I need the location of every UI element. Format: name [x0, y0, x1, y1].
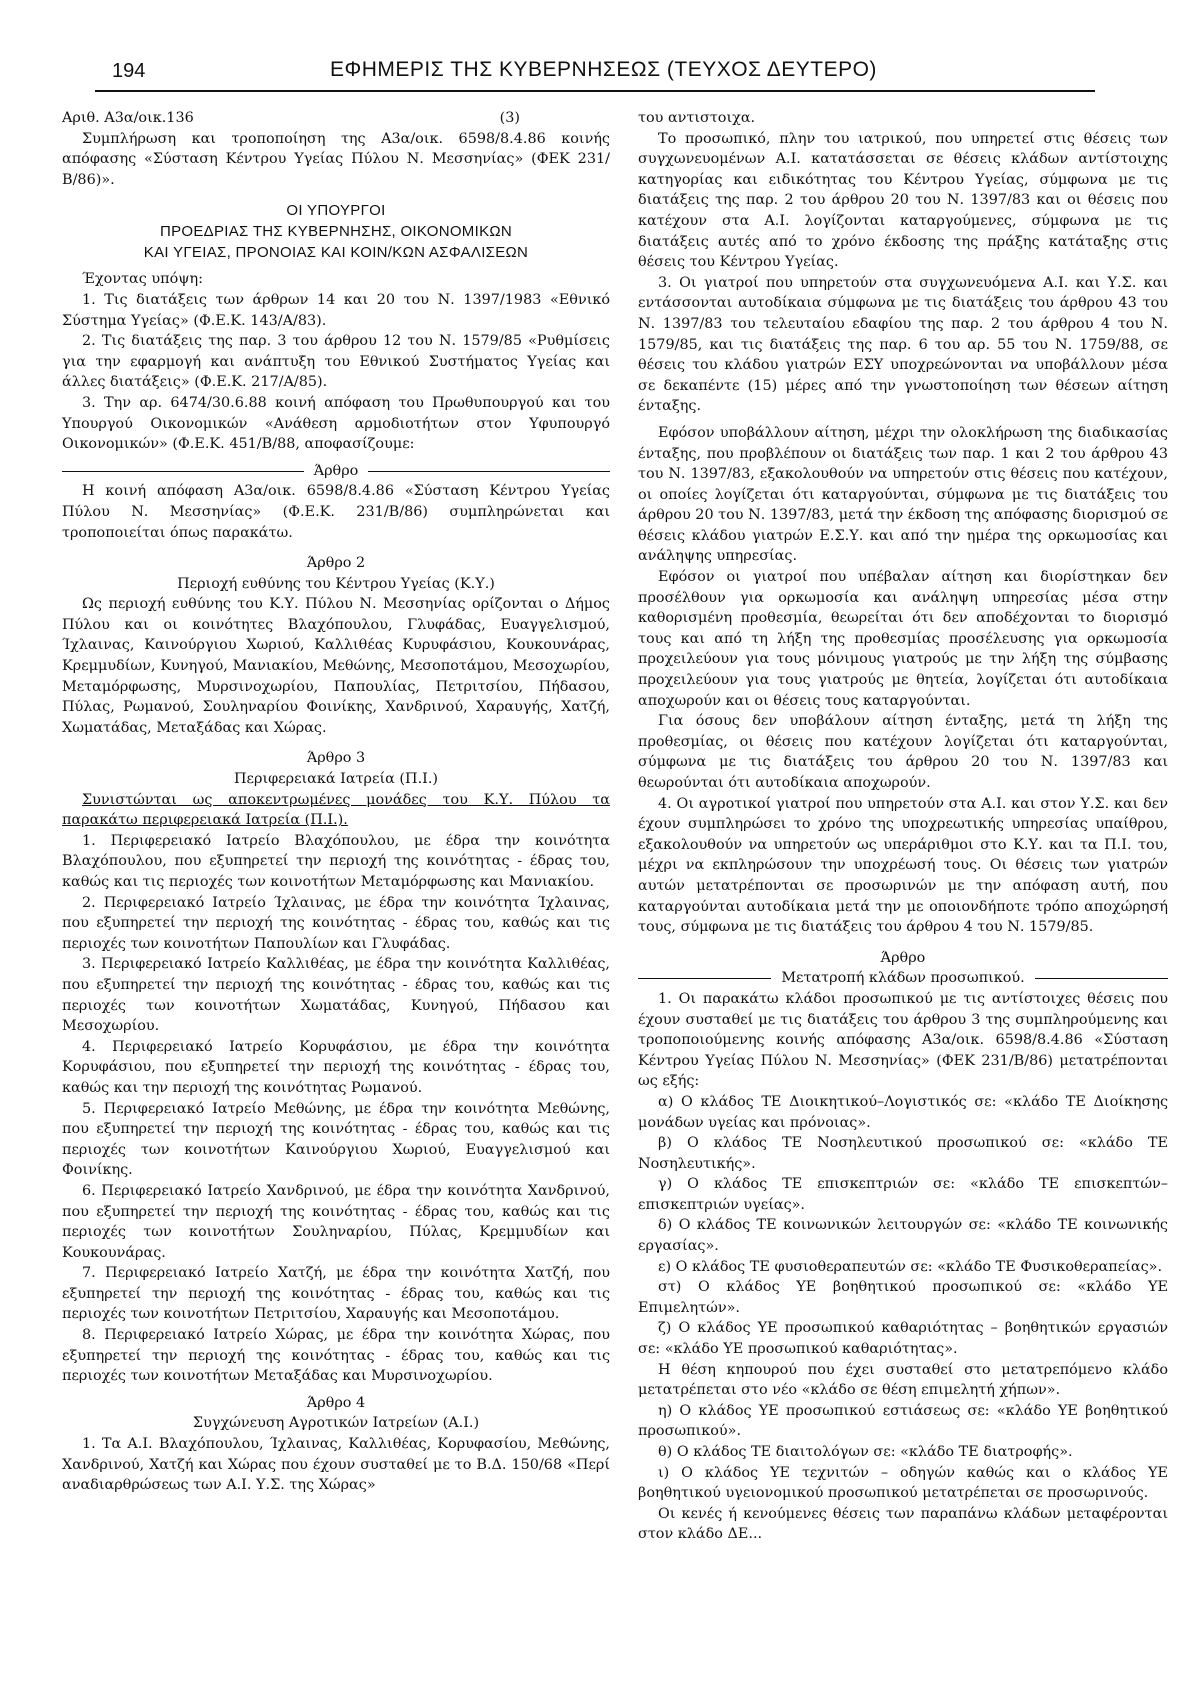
- clinic-6: 6. Περιφερειακό Ιατρείο Χανδρινού, με έδρα την κοινότητα Χανδρινού, που εξυπηρετεί την περιοχή της κοινότητας - έδρας του, καθώς και τις περιοχές των κοινοτήτων Σουληναρίου, Πύλας, Κρεμμυδίων και Κουκουνάρας.: [62, 1182, 610, 1261]
- ministers-heading-1: ΟΙ ΥΠΟΥΡΓΟΙ: [286, 202, 386, 220]
- right-column: [638, 108, 1168, 1545]
- divider: [1035, 978, 1168, 979]
- branch-g: γ) Ο κλάδος ΤΕ επισκεπτριών σε: «κλάδο ΤΕ επισκεπτών–επισκεπτριών υγείας».: [638, 1176, 1168, 1213]
- branch-eta: η) Ο κλάδος ΥΕ προσωπικού εστιάσεως σε: «κλάδο ΥΕ βοηθητικού προσωπικού».: [638, 1402, 1168, 1440]
- clinic-7: 7. Περιφερειακό Ιατρείο Χατζή, με έδρα την κοινότητα Χατζή, που εξυπηρετεί την περιοχή της κοινότητας - έδρας του, καθώς και τις περιοχές των κοινοτήτων Πετριτσίου, Χαραυγής και Μεσοποτάμου.: [62, 1265, 610, 1323]
- article-1-heading: Άρθρο: [313, 462, 359, 479]
- left-column: [62, 108, 610, 1496]
- page-header: [0, 0, 1189, 92]
- clinic-1: 1. Περιφερειακό Ιατρείο Βλαχόπουλου, με έδρα την κοινότητα Βλαχόπουλου, που εξυπηρετεί την περιοχή της κοινότητας - έδρας του, καθώς και τις περιοχές των κοινοτήτων Μεταμόρφωσης και Μανιακίου.: [62, 832, 610, 890]
- branch-a: α) Ο κλάδος ΤΕ Διοικητικού–Λογιστικός σε: «κλάδο ΤΕ Διοίκησης μονάδων υγείας και πρόνοιας».: [638, 1093, 1168, 1131]
- article-3-intro: Συνιστώνται ως αποκεντρωμένες μονάδες του Κ.Υ. Πύλου τα παρακάτω περιφερειακά Ιατρεία (Π.Ι.).: [62, 791, 610, 829]
- clinic-2: 2. Περιφερειακό Ιατρείο Ίχλαινας, με έδρα την κοινότητα Ίχλαινας, που εξυπηρετεί την περιοχή της κοινότητας - έδρας του, καθώς και τις περιοχές των κοινοτήτων Παπουλίων και Γλυφάδας.: [62, 894, 610, 952]
- clinic-5: 5. Περιφερειακό Ιατρείο Μεθώνης, με έδρα την κοινότητα Μεθώνης, που εξυπηρετεί την περιοχή της κοινότητας - έδρας του, καθώς και τις περιοχές των κοινοτήτων Καινούργιου Χωριού, Ευαγγελισμού και Φοινίκης.: [62, 1100, 610, 1179]
- branch-st: στ) Ο κλάδος ΥΕ βοηθητικού προσωπικού σε: «κλάδο ΥΕ Επιμελητών».: [638, 1279, 1168, 1316]
- article-4-title: Συγχώνευση Αγροτικών Ιατρείων (Α.Ι.): [192, 1415, 480, 1432]
- article-5-title: Μετατροπή κλάδων προσωπικού.: [781, 970, 1025, 987]
- header-rule: [95, 90, 1095, 92]
- continued-text: του αντιστοιχα.: [638, 110, 756, 126]
- article-5-heading: Άρθρο: [880, 949, 926, 966]
- article-1-text: Η κοινή απόφαση Α3α/οικ. 6598/8.4.86 «Σύσταση Κέντρου Υγείας Πύλου Ν. Μεσσηνίας» (Φ.Ε.Κ. 231/Β/86) συμπληρώνεται και τροποποιείται όπως παρακάτω.: [62, 483, 610, 541]
- clinic-4: 4. Περιφερειακό Ιατρείο Κορυφάσιου, με έδρα την κοινότητα Κορυφάσιου, που εξυπηρετεί την περιοχή της κοινότητας - έδρας του, καθώς και την περιοχή της κοινότητας Ρωμανού.: [62, 1038, 610, 1096]
- para-4: 4. Οι αγροτικοί γιατροί που υπηρετούν στα Α.Ι. και στον Υ.Σ. και δεν έχουν συμπληρώσει το χρόνο της υποχρεωτικής υπηρεσίας υπαίθρου, εξακολουθούν να υπηρετούν ως υπεράριθμοι στο Κ.Υ. και τα Π.Ι. του, μέχρι να εκπληρώσουν την υποχρέωσή τους. Οι θέσεις των γιατρών αυτών μετατρέπονται σε προσωρινών με την απόφαση αυτή, που καταργούνται αυτοδίκαια μετά την με οποιονδήποτε τρόπο αποχώρησή τους, σύμφωνα με τις διατάξεις του άρθρου 4 του Ν. 1579/85.: [638, 795, 1168, 936]
- article-4-text: 1. Τα Α.Ι. Βλαχόπουλου, Ίχλαινας, Καλλιθέας, Κορυφασίου, Μεθώνης, Χανδρινού, Χατζή και Χώρας που έχουν συσταθεί με το Β.Δ. 150/68 «Περί αναδιαρθρώσεως των Α.Ι. Υ.Σ. της Χώρας»: [62, 1436, 610, 1494]
- decision-ref: Αριθ. Α3α/οικ.136: [62, 110, 194, 126]
- article-5-title-row: [638, 968, 1168, 989]
- branch-z: ζ) Ο κλάδος ΥΕ προσωπικού καθαριότητας – βοηθητικών εργασιών σε: «κλάδο ΥΕ προσωπικού καθαριότητας».: [638, 1320, 1168, 1358]
- divider: [62, 471, 304, 472]
- divider: [638, 978, 771, 979]
- article-3-heading: Άρθρο 3: [306, 750, 366, 767]
- clinic-3: 3. Περιφερειακό Ιατρείο Καλλιθέας, με έδρα την κοινότητα Καλλιθέας, που εξυπηρετεί την περιοχή της κοινότητας - έδρας του, καθώς και τις περιοχές των κοινοτήτων Χωματάδας, Κυνηγού, Πήδασου και Μεσοχωρίου.: [62, 956, 610, 1035]
- ministers-heading-2: ΠΡΟΕΔΡΙΑΣ ΤΗΣ ΚΥΒΕΡΝΗΣΗΣ, ΟΙΚΟΝΟΜΙΚΩΝ: [159, 223, 513, 241]
- gardener-note: Η θέση κηπουρού που έχει συσταθεί στο μετατρεπόμενο κλάδο μετατρέπεται στο νέο «κλάδο σε θέση επιμελητή χήπων».: [638, 1361, 1168, 1399]
- divider: [368, 471, 610, 472]
- para-conversion: 1. Οι παρακάτω κλάδοι προσωπικού με τις αντίστοιχες θέσεις που έχουν συσταθεί με τις διατάξεις του άρθρου 3 της συμπληρούμενης και τροποποιούμενης κοινής απόφασης Α3α/οικ. 6598/8.4.86 «Σύσταση Κέντρου Υγείας Πύλου Ν. Μεσσηνίας» (ΦΕΚ 231/Β/86) μετατρέπονται ως εξής:: [638, 990, 1168, 1090]
- vacancies-note: Οι κενές ή κενούμενες θέσεις των παραπάνω κλάδων μεταφέρονται στον κλάδο ΔΕ...: [638, 1505, 1168, 1543]
- article-4-heading: Άρθρο 4: [306, 1394, 366, 1411]
- branch-e: ε) Ο κλάδος ΤΕ φυσιοθεραπευτών σε: «κλάδο ΤΕ Φυσικοθεραπείας».: [658, 1258, 1163, 1275]
- ministers-heading-3: ΚΑΙ ΥΓΕΙΑΣ, ΠΡΟΝΟΙΑΣ ΚΑΙ ΚΟΙΝ/ΚΩΝ ΑΣΦΑΛΙΣΕΩΝ: [143, 244, 529, 262]
- consideration-3: 3. Την αρ. 6474/30.6.88 κοινή απόφαση του Πρωθυπουργού και του Υπουργού Οικονομικών «Ανάθεση αρμοδιοτήτων στον Υφυπουργό Οικονομικών» (Φ.Ε.Κ. 451/Β/88, αποφασίζουμε:: [62, 394, 610, 453]
- para-3: 3. Οι γιατροί που υπηρετούν στα συγχωνευόμενα Α.Ι. και Υ.Σ. και εντάσσονται αυτοδίκαια σύμφωνα με τις διατάξεις του άρθρου 43 του Ν. 1397/83 του τελευταίου εδαφίου της παρ. 2 του άρθρου 4 του Ν. 1579/85, και τις διατάξεις της παρ. 6 του αρ. 55 του Ν. 1759/88, σε θέσεις του κλάδου γιατρών ΕΣΥ υποχρεώνονται να υποβάλλουν μέσα σε δεκαπέντε (15) μέρες από την γνωστοποίηση των θέσεων αίτηση ένταξης.: [638, 274, 1168, 415]
- consideration-2: 2. Τις διατάξεις της παρ. 3 του άρθρου 12 του Ν. 1579/85 «Ρυθμίσεις για την εφαρμογή και ανάπτυξη του Εθνικού Συστήματος Υγείας και άλλες διατάξεις» (Φ.Ε.Κ. 217/Α/85).: [62, 333, 610, 391]
- branch-d: δ) Ο κλάδος ΤΕ κοινωνικών λειτουργών σε: «κλάδο ΤΕ κοινωνικής εργασίας».: [638, 1217, 1168, 1255]
- having-in-mind: Έχοντας υπόψη:: [82, 271, 204, 288]
- gazette-title: ΕΦΗΜΕΡΙΣ ΤΗΣ ΚΥΒΕΡΝΗΣΕΩΣ (ΤΕΥΧΟΣ ΔΕΥΤΕΡΟ): [330, 58, 877, 81]
- para-no-application: Για όσους δεν υποβάλουν αίτηση ένταξης, μετά τη λήξη της προθεσμίας, οι θέσεις που κατέχουν λογίζεται ότι καταργούνται, σύμφωνα με τις διατάξεις του άρθρου 20 του Ν. 1397/83 και θεωρούνται ότι αυτοδίκαια αποχωρούν.: [638, 713, 1168, 791]
- article-2-heading: Άρθρο 2: [306, 555, 366, 572]
- para-no-show: Εφόσον οι γιατροί που υπέβαλαν αίτηση και διορίστηκαν δεν προσέλθουν για ορκωμοσία και ανάληψη υπηρεσίας μέσα στην καθορισμένη προθεσμία, θεωρείται ότι δεν αποδέχονται το διορισμό τους και από τη λήξη της προθεσμίας προσέλευσης για ορκωμοσία προχειλεύουν για τους μόνιμους γιατρούς με την λήξη της σύμβασης προχειλεύουν για τους γιατρούς με θητεία, λογίζεται ότι αυτοδίκαια αποχωρούν και οι θέσεις τους καταργούνται.: [638, 569, 1168, 709]
- page-number: 194: [112, 60, 146, 82]
- article-3-title: Περιφερειακά Ιατρεία (Π.Ι.): [233, 771, 439, 788]
- branch-i: ι) Ο κλάδος ΥΕ τεχνιτών – οδηγών καθώς και ο κλάδος ΥΕ βοηθητικού υγειονομικού προσωπικού μετατρέπεται σε προσωρινούς.: [638, 1464, 1168, 1502]
- decision-intro: Συμπλήρωση και τροποποίηση της Α3α/οικ. 6598/8.4.86 κοινής απόφασης «Σύσταση Κέντρου Υγείας Πύλου Ν. Μεσσηνίας» (ΦΕΚ 231/Β/86)».: [62, 130, 610, 188]
- decision-number: (3): [499, 110, 520, 126]
- branch-th: θ) Ο κλάδος ΤΕ διαιτολόγων σε: «κλάδο ΤΕ διατροφής».: [658, 1444, 1073, 1460]
- branch-b: β) Ο κλάδος ΤΕ Νοσηλευτικού προσωπικού σε: «κλάδο ΤΕ Νοσηλευτικής».: [638, 1135, 1168, 1172]
- para-submission: Εφόσον υποβάλλουν αίτηση, μέχρι την ολοκλήρωση της διαδικασίας ένταξης, που προβλέπουν οι διατάξεις των παρ. 1 και 2 του άρθρου 43 του Ν. 1397/83, εξακολουθούν να υπηρετούν στις θέσεις που κατέχουν, οι οποίες λογίζεται ότι καταργούνται, σύμφωνα με τις διατάξεις του άρθρου 20 του Ν. 1397/83, μετά την έκδοση της απόφασης διορισμού σε θέσεις κλάδου γιατρών Ε.Σ.Υ. και από την ημέρα της ορκωμοσίας και ανάληψης υπηρεσίας.: [638, 424, 1169, 565]
- article-1-heading-row: [62, 461, 610, 482]
- consideration-1: 1. Τις διατάξεις των άρθρων 14 και 20 του Ν. 1397/1983 «Εθνικό Σύστημα Υγείας» (Φ.Ε.Κ. 143/Α/83).: [62, 291, 610, 329]
- para-staff: Το προσωπικό, πλην του ιατρικού, που υπηρετεί στις θέσεις των συγχωνευομένων Α.Ι. κατατάσσεται σε θέσεις κλάδων αντίστοιχης κατηγορίας και ειδικότητας του Κέντρου Υγείας, σύμφωνα με τις διατάξεις της παρ. 2 του άρθρου 20 του Ν. 1397/83 και οι θέσεις που κατέχουν στα Α.Ι. λογίζονται καταργούμενες, σύμφωνα με τις διατάξεις αυτές από το χρόνο έκδοσης της πράξης κατάταξης στις θέσεις του Κέντρου Υγείας.: [638, 130, 1168, 271]
- decision-ref-line: [62, 108, 610, 129]
- article-2-title: Περιοχή ευθύνης του Κέντρου Υγείας (Κ.Υ.): [177, 575, 495, 592]
- clinic-8: 8. Περιφερειακό Ιατρείο Χώρας, με έδρα την κοινότητα Χώρας, που εξυπηρετεί την περιοχή της κοινότητας - έδρας του, καθώς και τις περιοχές των κοινοτήτων Μεταξάδας και Μυρσινοχωρίου.: [62, 1327, 610, 1385]
- article-2-text: Ως περιοχή ευθύνης του Κ.Υ. Πύλου Ν. Μεσσηνίας ορίζονται ο Δήμος Πύλου και οι κοινότητες Βλαχόπουλου, Γλυφάδας, Ευαγγελισμού, Ίχλαινας, Καινούργιου Χωριού, Καλλιθέας Κυρυφάσιου, Κουκουνάρας, Κρεμμυδίων, Κυνηγού, Μανιακίου, Μεθώνης, Μεσοποτάμου, Μεσοχωρίου, Μεταμόρφωσης, Μυρσινοχωρίου, Παπουλίας, Πετριτσίου, Πήδασου, Πύλας, Ρωμανού, Σουληναρίου Φοινίκης, Χανδρινού, Χαραυγής, Χατζή, Χωματάδας, Μεταξάδας και Χώρας.: [62, 596, 610, 736]
